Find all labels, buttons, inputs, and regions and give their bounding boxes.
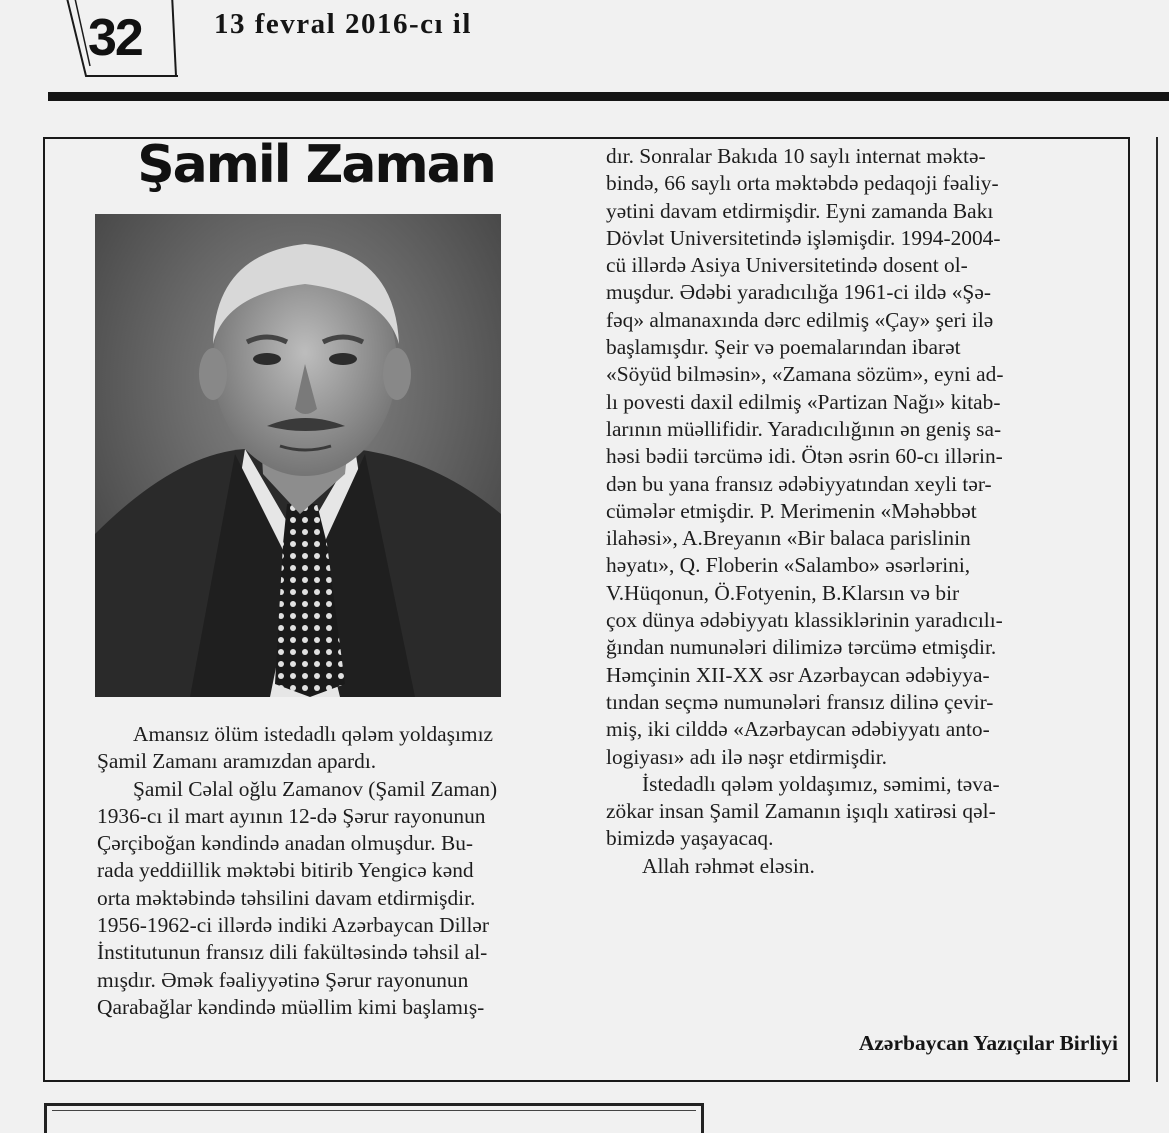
text-line: dır. Sonralar Bakıda 10 saylı internat məktə- — [606, 144, 986, 168]
text-line: həsi bədii tərcümə idi. Ötən əsrin 60-cı illərin- — [606, 444, 1003, 469]
text-line: Şamil Zamanı aramızdan apardı. — [97, 749, 377, 774]
issue-date: 13 fevral 2016-cı il — [214, 8, 472, 40]
text-line: yətini davam etdirmişdir. Eyni zamanda Bakı — [606, 198, 994, 223]
text-line: ğından numunələri dilimizə tərcümə etmişdir. — [606, 635, 997, 660]
header-rule — [48, 92, 1169, 101]
text-line: bimizdə yaşayacaq. — [606, 826, 774, 851]
article-headline: Şamil Zaman — [137, 135, 495, 195]
text-line: 1956-1962-ci illərdə indiki Azərbaycan Dillər — [97, 913, 490, 938]
text-line: mışdır. Əmək fəaliyyətinə Şərur rayonunun — [97, 967, 469, 992]
portrait-photo — [95, 214, 501, 697]
text-line: Şamil Cəlal oğlu Zamanov (Şamil Zaman) — [133, 776, 498, 801]
text-line: çox dünya ədəbiyyatı klassiklərinin yaradıcılı- — [606, 608, 1003, 633]
text-line: cümələr etmişdir. P. Merimenin «Məhəbbət — [606, 498, 977, 523]
text-line: Amansız ölüm istedadlı qələm yoldaşımız — [133, 722, 494, 746]
article-right-column — [606, 143, 1120, 880]
text-line: Həmçinin XII-XX əsr Azərbaycan ədəbiyya- — [606, 662, 990, 687]
page-number: 32 — [88, 9, 142, 67]
text-line: fəq» almanaxında dərc edilmiş «Çay» şeri ilə — [606, 307, 994, 332]
portrait-illustration — [95, 214, 501, 697]
text-line: cü illərdə Asiya Universitetində dosent ol- — [606, 253, 968, 278]
text-line: V.Hüqonun, Ö.Fotyenin, B.Klarsın və bir — [606, 580, 960, 605]
text-line: muşdur. Ədəbi yaradıcılığa 1961-ci ildə «Şə- — [606, 280, 991, 305]
text-line: logiyası» adı ilə nəşr etdirmişdir. — [606, 744, 888, 769]
text-line: başlamışdır. Şeir və poemalarından ibarət — [606, 335, 961, 360]
article-signature: Azərbaycan Yazıçılar Birliyi — [858, 1031, 1118, 1055]
text-line: İnstitutunun fransız dili fakültəsində təhsil al- — [97, 940, 488, 965]
text-line: «Söyüd bilməsin», «Zamana sözüm», eyni ad- — [606, 362, 1004, 387]
text-line: orta məktəbində təhsilini davam etdirmişdir. — [97, 885, 476, 910]
text-line: zökar insan Şamil Zamanın işıqlı xatirəsi qəl- — [606, 799, 996, 824]
text-line: bində, 66 saylı orta məktəbdə pedaqoji fəaliy- — [606, 171, 999, 196]
text-line: Allah rəhmət eləsin. — [642, 853, 815, 878]
text-line: larının müəllifidir. Yaradıcılığının ən geniş sa- — [606, 416, 1002, 441]
text-line: tından seçmə numunələri fransız dilinə çevir- — [606, 689, 994, 714]
article-left-column — [97, 721, 575, 1021]
text-line: miş, iki cilddə «Azərbaycan ədəbiyyatı anto- — [606, 717, 990, 742]
text-line: ilahəsi», A.Breyanın «Bir balaca parislinin — [606, 526, 971, 551]
text-line: İstedadlı qələm yoldaşımız, səmimi, təva- — [642, 771, 1000, 796]
text-line: Qarabağlar kəndində müəllim kimi başlamış- — [97, 994, 485, 1019]
text-line: rada yeddiillik məktəbi bitirib Yengicə kənd — [97, 858, 474, 883]
text-line: 1936-cı il mart ayının 12-də Şərur rayonunun — [97, 803, 486, 828]
text-line: həyatı», Q. Floberin «Salambo» əsərlərini, — [606, 553, 971, 578]
text-line: Dövlət Universitetində işləmişdir. 1994-2004- — [606, 225, 1001, 250]
adjacent-column-rule — [1156, 137, 1158, 1082]
next-article-inner-rule — [52, 1110, 696, 1121]
text-line: Çərçiboğan kəndində anadan olmuşdur. Bu- — [97, 831, 474, 856]
text-line: dən bu yana fransız ədəbiyyatından xeyli tər- — [606, 471, 992, 496]
text-line: lı povesti daxil edilmiş «Partizan Nağı» kitab- — [606, 389, 1001, 414]
